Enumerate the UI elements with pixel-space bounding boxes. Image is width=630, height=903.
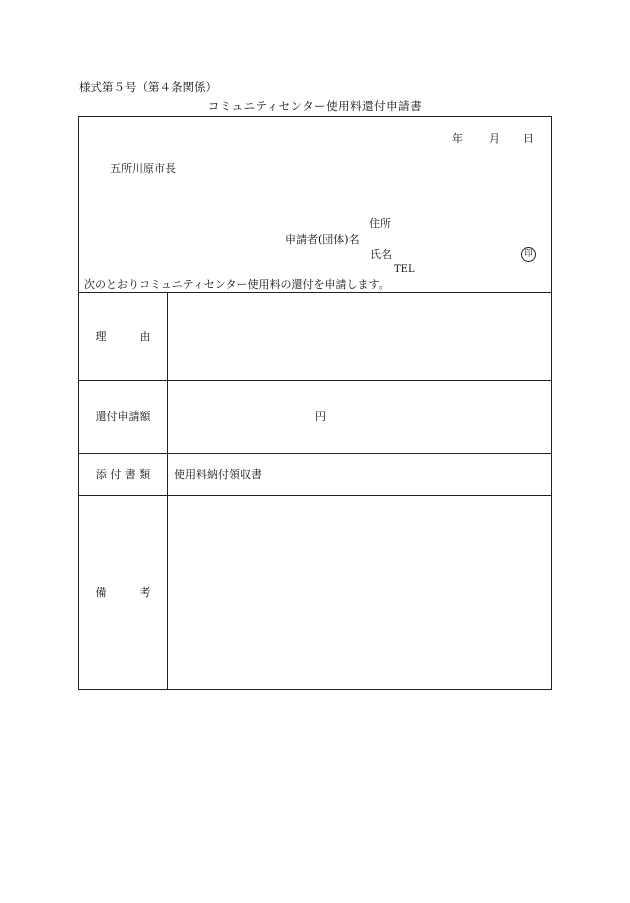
remarks-label: 備 考 bbox=[95, 586, 151, 599]
amount-yen-unit: 円 bbox=[315, 410, 326, 423]
divider-amount bbox=[79, 453, 551, 454]
amount-label: 還付申請額 bbox=[95, 410, 151, 423]
form-title: コミュニティセンター使用料還付申請書 bbox=[207, 99, 423, 113]
date-year-label: 年 bbox=[452, 132, 463, 145]
label-column-divider bbox=[167, 292, 168, 689]
reason-label: 理 由 bbox=[95, 330, 151, 343]
addressee: 五所川原市長 bbox=[110, 162, 176, 175]
name-label: 氏名 bbox=[370, 248, 392, 261]
form-number: 様式第５号（第４条関係） bbox=[79, 80, 217, 94]
date-day-label: 日 bbox=[523, 132, 534, 145]
attachments-value: 使用料納付領収書 bbox=[174, 468, 262, 481]
address-label: 住所 bbox=[369, 217, 391, 230]
attachments-label: 添 付 書 類 bbox=[95, 468, 151, 481]
divider-header bbox=[79, 292, 551, 293]
date-month-label: 月 bbox=[489, 132, 500, 145]
divider-attachments bbox=[79, 495, 551, 496]
applicant-label: 申請者(団体)名 bbox=[285, 233, 360, 246]
application-statement: 次のとおりコミュニティセンター使用料の還付を申請します。 bbox=[84, 278, 390, 291]
tel-label: TEL bbox=[394, 264, 415, 275]
seal-icon: 印 bbox=[521, 247, 536, 262]
application-form bbox=[78, 116, 552, 690]
divider-reason bbox=[79, 380, 551, 381]
